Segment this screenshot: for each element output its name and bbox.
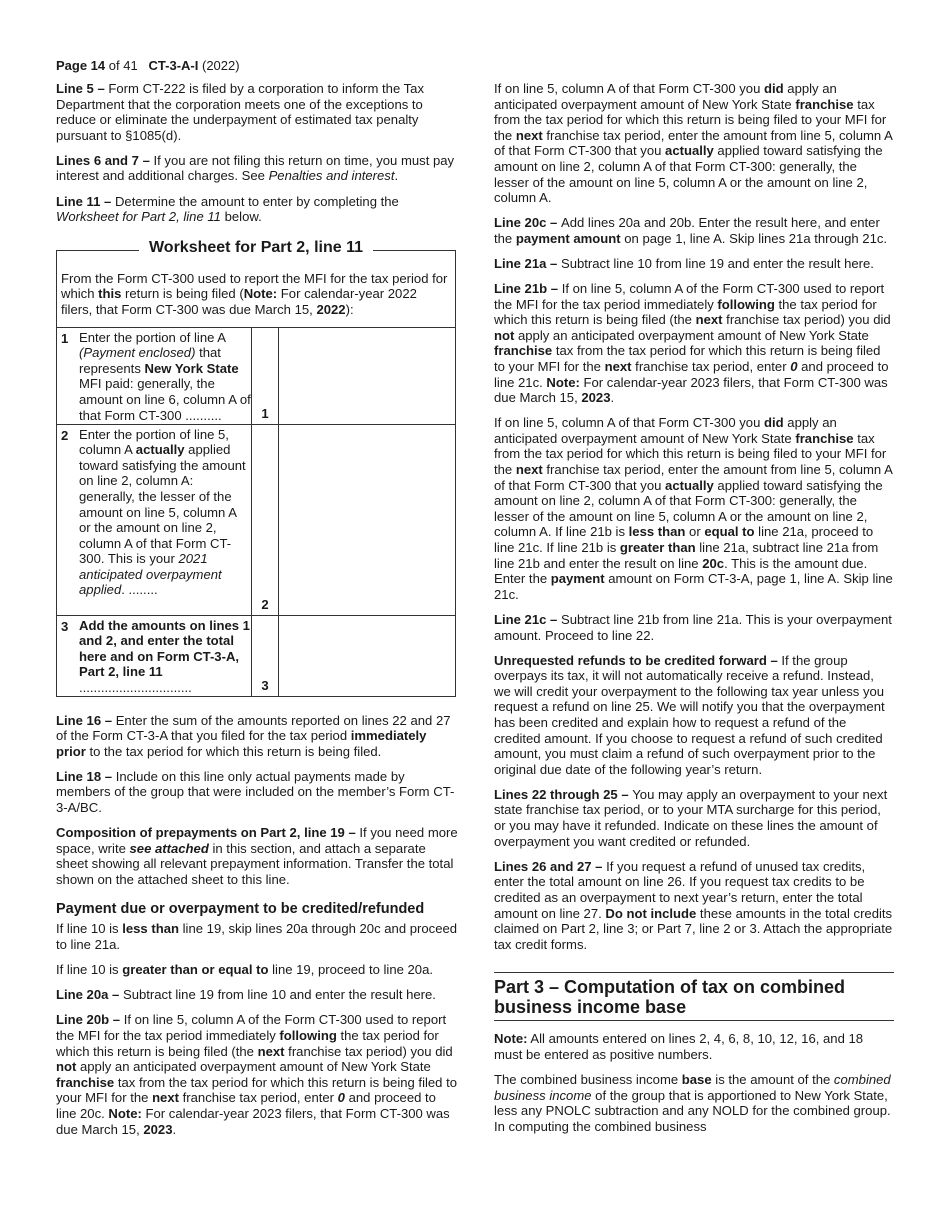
form-year: (2022) [198,58,240,73]
part3-note: Note: All amounts entered on lines 2, 4, 6, 8, 10, 12, 16, and 18 must be entered as positive numbers. [494,1031,864,1062]
part3-heading: Part 3 – Computation of tax on combined business income base [494,972,894,1021]
worksheet-row-3: 3 Add the amounts on lines 1 and 2, and enter the total here and on Form CT-3-A, Part 2, line 11 ............................... 3 [57,616,455,696]
payment-heading: Payment due or overpayment to be credited/refunded [56,901,425,918]
worksheet-row-2-text: Enter the portion of line 5, column A actually applied toward satisfying the amount on line 2, column A: generally, the lesser of the amount on line 5, column A or the amount on line 2, column A of that Form CT-300. This is your 2021 anticipated overpayment applied. ........ [79,426,246,598]
greater-equal-paragraph: If line 10 is greater than or equal to line 19, proceed to line 20a. [56,962,434,978]
worksheet-row-3-label: 3 [251,616,279,696]
line21c-paragraph: Line 21c – Subtract line 21b from line 21a. This is your overpayment amount. Proceed to line 22. [494,611,892,643]
combined-business-income-paragraph: The combined business income base is the amount of the combined business income of the group that is apportioned to New York State, less any PNOLC subtraction and any NOLD for the combined group. In computing the combined business [494,1071,891,1134]
worksheet-line2-amount[interactable] [279,425,455,615]
worksheet-row-2-label: 2 [251,425,279,615]
line6-7-paragraph: Lines 6 and 7 – If you are not filing this return on time, you must pay interest and additional charges. See Penalties and interest. [56,152,455,184]
worksheet-row-2: 2 Enter the portion of line 5, column A actually applied toward satisfying the amount on line 2, column A: generally, the lesser of the amount on line 5, column A or the amount on line 2, column A of that Form CT-300. This is your 2021 anticipated overpayment applied. ........ 2 [57,425,455,616]
line18-paragraph: Line 18 – Include on this line only actual payments made by members of the group that were included on the member’s Form CT-3-A/BC. [56,768,455,815]
lines22-25-paragraph: Lines 22 through 25 – You may apply an overpayment to your next state franchise tax period, or to your MTA surcharge for this period, or you may have it refunded. Indicate on these lines the amount of overpayment you want credited or refunded. [494,786,888,849]
line5-paragraph: Line 5 – Form CT-222 is filed by a corporation to inform the Tax Department that the corporation meets one of the exceptions to reduce or eliminate the underpayment of estimated tax penalty pursuant to §1085(d). [56,81,425,143]
unrequested-refunds-paragraph: Unrequested refunds to be credited forward – If the group overpays its tax, it will not automatically receive a refund. Instead, we will credit your overpayment to the following tax year unless you request a refund on line 25. We will notify you that the overpayment has been credited and explain how to request a refund of the credited amount. If you choose to request a refund of such credited amount, you must claim a refund of such overpayment prior to the original due date of the following year’s return. [494,652,885,777]
line21b-continued-paragraph: If on line 5, column A of that Form CT-300 you did apply an anticipated overpayment amount of New York State franchise tax from the tax period for which this return is being filed to your MFI for the next franchise tax period, enter the amount from line 5, column A of that Form CT-300 that you actually applied toward satisfying the amount on line 2, column A of that Form CT-300: generally, the lesser of the amount on line 5, column A or the amount on line 2, column A. If line 21b is less than or equal to line 21a, proceed to line 21c. If line 21b is greater than line 21a, subtract line 21a from line 21b and enter the result on line 20c. This is the amount due. Enter the payment amount on Form CT-3-A, page 1, line A. Skip line 21c. [494,415,893,602]
line20b-paragraph: Line 20b – If on line 5, column A of the Form CT-300 used to report the MFI for the tax period immediately following the tax period for which this return is being filed (the next franchise tax period) you did not apply an anticipated overpayment amount of New York State franchise tax from the tax period for which this return is being filed to your MFI for the next franchise tax period, enter 0 and proceed to line 20c. Note: For calendar-year 2023 filers, that Form CT-300 was due March 15, 2023. [56,1012,458,1137]
worksheet-part2-line11 [56,238,456,697]
page-total: of 41 [105,58,138,73]
form-id: CT-3-A-I [148,58,199,73]
lines26-27-paragraph: Lines 26 and 27 – If you request a refund of unused tax credits, enter the total amount on line 26. If you request tax credits to be credited as an overpayment to next year’s return, enter the total amount on line 27. Do not include these amounts in the total credits claimed on Part 2, line 3; or Part 7, line 2 or 3. Attach the appropriate tax credit forms. [494,858,893,952]
page-header [56,58,240,74]
less-than-paragraph: If line 10 is less than line 19, skip lines 20a through 20c and proceed to line 21a. [56,921,458,953]
right-column [494,81,894,1144]
worksheet-row-3-text: Add the amounts on lines 1 and 2, and enter the total here and on Form CT-3-A, Part 2, line 11 ............................... [79,617,250,695]
left-column [56,81,458,1147]
page-number: Page 14 [56,58,106,73]
line16-paragraph: Line 16 – Enter the sum of the amounts reported on lines 22 and 27 of the Form CT-3-A that you filed for the tax period immediately prior to the tax period for which this return is being filed. [56,712,451,759]
worksheet-row-1-text: Enter the portion of line A (Payment enclosed) that represents New York State MFI paid: generally, the amount on line 6, column A of that Form CT-300 .......... [79,329,251,423]
line20a-paragraph: Line 20a – Subtract line 19 from line 10 and enter the result here. [56,987,436,1003]
line21b-paragraph: Line 21b – If on line 5, column A of the Form CT-300 used to report the MFI for the tax period immediately following the tax period for which this return is being filed (the next franchise tax period) you did not apply an anticipated overpayment amount of New York State franchise tax from the tax period for which this return is being filed to your MFI for the next franchise tax period, enter 0 and proceed to line 21c. Note: For calendar-year 2023 filers, that Form CT-300 was due March 15, 2023. [494,281,891,406]
worksheet-line3-amount[interactable] [279,616,455,696]
worksheet-line1-amount[interactable] [279,328,455,424]
worksheet-row-1-label: 1 [251,328,279,424]
worksheet-intro: From the Form CT-300 used to report the MFI for the tax period for which this return is being filed (Note: For calendar-year 2022 filers, that Form CT-300 was due March 15, 2022): [57,251,455,328]
worksheet-row-1: 1 Enter the portion of line A (Payment enclosed) that represents New York State MFI paid: generally, the amount on line 6, column A of that Form CT-300 .......... 1 [57,328,455,425]
line20b-continued-paragraph: If on line 5, column A of that Form CT-300 you did apply an anticipated overpayment amount of New York State franchise tax from the tax period for which this return is being filed to your MFI for the next franchise tax period, enter the amount from line 5, column A of that Form CT-300 that you actually applied toward satisfying the amount on line 2, column A of that Form CT-300: generally, the lesser of the amount on line 5, column A or the amount on line 2, column A. [494,81,893,206]
line11-paragraph: Line 11 – Determine the amount to enter by completing the Worksheet for Part 2, line 11 below. [56,193,399,225]
worksheet-title: Worksheet for Part 2, line 11 [57,239,455,257]
line20c-paragraph: Line 20c – Add lines 20a and 20b. Enter the result here, and enter the payment amount on page 1, line A. Skip lines 21a through 21c. [494,215,888,246]
composition-paragraph: Composition of prepayments on Part 2, line 19 – If you need more space, write see attached in this section, and attach a separate sheet showing all relevant prepayment information. Transfer the total shown on the attached sheet to this line. [56,825,458,887]
line21a-paragraph: Line 21a – Subtract line 10 from line 19 and enter the result here. [494,255,874,271]
